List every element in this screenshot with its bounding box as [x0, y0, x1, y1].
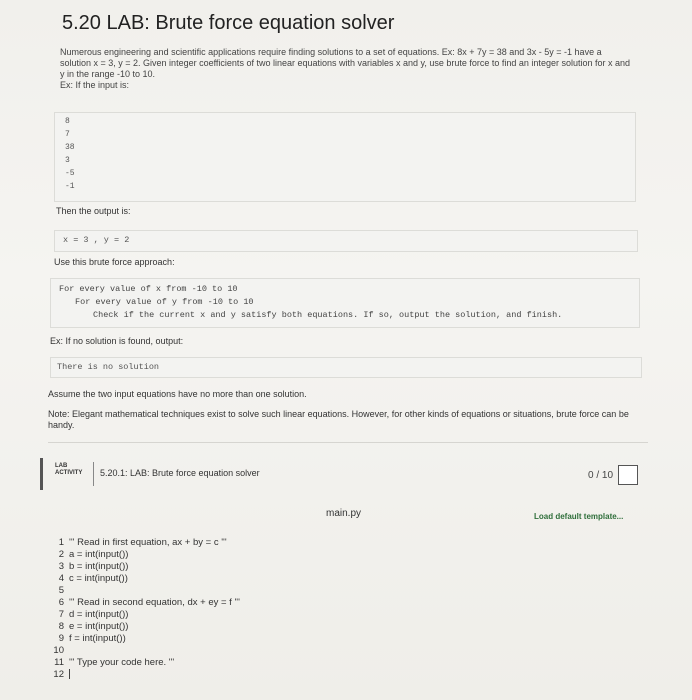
page-title: 5.20 LAB: Brute force equation solver: [62, 12, 395, 34]
intro-paragraph: Numerous engineering and scientific applications require finding solutions to a set of equations. Ex: 8x + 7y = 38 and 3x - 5y = -1 have a solution x = 3, y = 2. Given integer coefficients of two linear equations with variables x and y, use brute force to find an integer solution for x and y in the range -10 to 10.: [60, 47, 630, 79]
code-line: [40, 621, 128, 632]
input-line: 8: [65, 117, 70, 126]
line-number: 1: [58, 537, 64, 548]
input-line: 3: [65, 156, 70, 165]
badge-line: ACTIVITY: [55, 470, 83, 476]
code-text: e = int(input()): [69, 621, 129, 632]
code-line: [40, 633, 126, 644]
code-text: ''' Read in second equation, dx + ey = f ''': [69, 597, 240, 608]
completion-checkbox: [618, 465, 638, 485]
lab-activity-badge: [55, 463, 82, 477]
assumption-text: Assume the two input equations have no more than one solution.: [48, 389, 307, 399]
example-label: Ex: If the input is:: [60, 80, 130, 90]
editor-filename: main.py: [326, 508, 362, 519]
code-line: [40, 573, 128, 584]
code-line: [40, 537, 227, 548]
code-line: [40, 585, 69, 596]
code-text: a = int(input()): [69, 549, 129, 560]
line-number: 4: [58, 573, 64, 584]
line-number: 10: [53, 645, 64, 656]
line-number: 12: [53, 669, 64, 680]
line-number: 2: [58, 549, 64, 560]
code-line: [40, 597, 240, 608]
line-number: 11: [54, 657, 64, 668]
code-line: [40, 561, 128, 572]
score-text: 0 / 10: [588, 470, 614, 481]
approach-line: Check if the current x and y satisfy both equations. If so, output the solution, and finish.: [93, 310, 563, 320]
approach-box: [50, 278, 640, 328]
badge-line: LAB: [55, 463, 68, 469]
lab-separator: [93, 462, 94, 486]
example-input-box: [54, 112, 636, 202]
input-line: -1: [65, 182, 75, 191]
code-line: [40, 657, 174, 668]
code-editor[interactable]: [40, 530, 640, 700]
example-output-text: x = 3 , y = 2: [63, 235, 130, 245]
code-text: d = int(input()): [69, 609, 129, 620]
input-line: 7: [65, 130, 70, 139]
approach-line: For every value of x from -10 to 10: [59, 284, 238, 294]
approach-label: Use this brute force approach:: [54, 257, 175, 267]
then-output-label: Then the output is:: [56, 206, 131, 216]
note-text: Note: Elegant mathematical techniques exist to solve such linear equations. However, for other kinds of equations or situations, brute force can be handy.: [48, 409, 629, 430]
code-text: c = int(input()): [69, 573, 128, 584]
code-line: [40, 609, 128, 620]
example-output-box: [54, 230, 638, 252]
load-default-template-link[interactable]: Load default template...: [534, 512, 624, 521]
line-number: 6: [58, 597, 64, 608]
code-text: f = int(input()): [69, 633, 126, 644]
code-text: ''' Read in first equation, ax + by = c ''': [69, 537, 227, 548]
approach-line: For every value of y from -10 to 10: [75, 297, 254, 307]
section-divider: [48, 442, 648, 443]
no-solution-box: [50, 357, 642, 378]
text-cursor: [69, 669, 70, 679]
code-text: b = int(input()): [69, 561, 129, 572]
line-number: 5: [58, 585, 64, 596]
code-line: [40, 669, 70, 680]
input-line: 38: [65, 143, 75, 152]
lab-activity-title: 5.20.1: LAB: Brute force equation solver: [100, 468, 260, 478]
line-number: 7: [58, 609, 64, 620]
no-solution-label: Ex: If no solution is found, output:: [50, 336, 184, 346]
no-solution-text: There is no solution: [57, 362, 160, 372]
code-line: [40, 645, 69, 656]
line-number: 8: [58, 621, 64, 632]
input-line: -5: [65, 169, 75, 178]
code-text: ''' Type your code here. ''': [69, 657, 175, 668]
line-number: 9: [58, 633, 64, 644]
lab-activity-marker: [40, 458, 43, 490]
code-line: [40, 549, 128, 560]
line-number: 3: [58, 561, 64, 572]
